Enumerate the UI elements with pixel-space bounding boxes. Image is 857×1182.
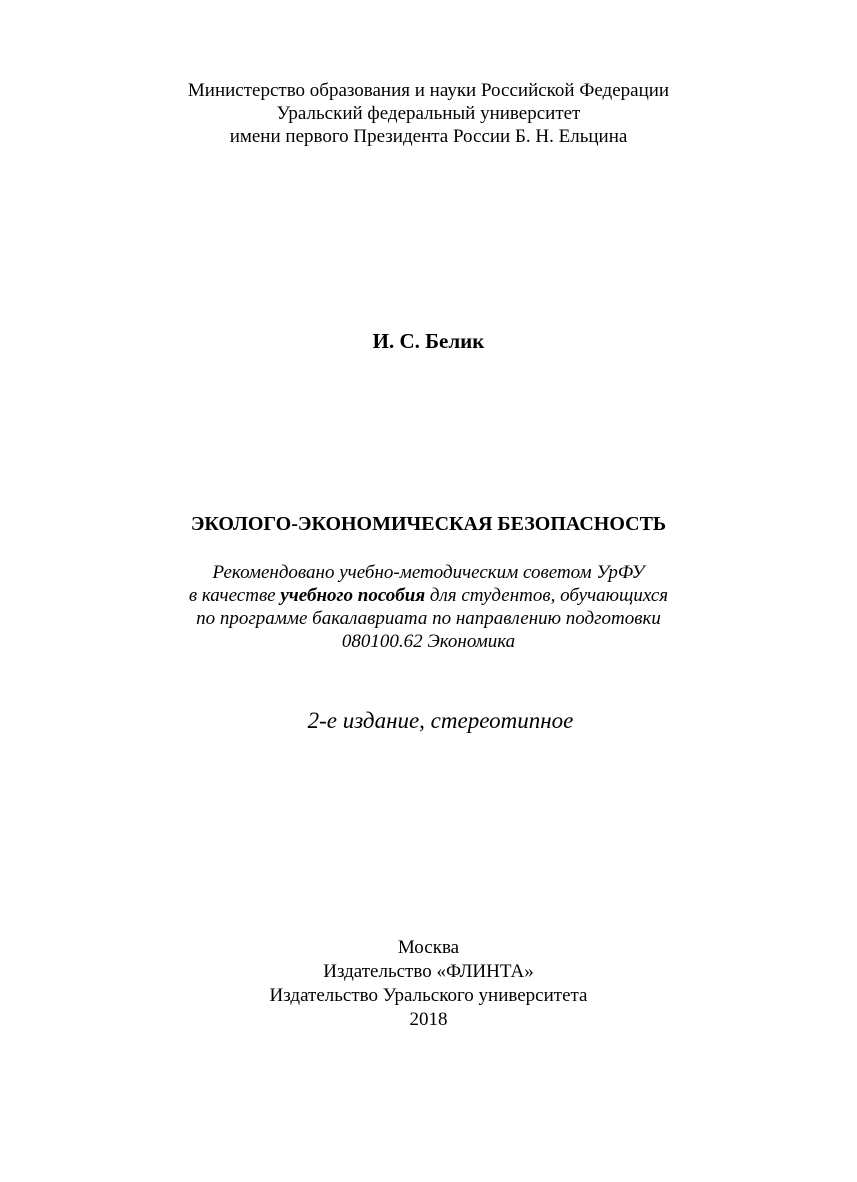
imprint-year: 2018	[409, 1009, 448, 1030]
imprint-city: Москва	[397, 937, 460, 958]
recommendation-line-2	[0, 584, 857, 607]
textbook-emphasis: учебного пособия	[280, 585, 426, 606]
author-name: И. С. Белик	[372, 329, 485, 353]
imprint-publisher-1: Издательство «ФЛИНТА»	[323, 961, 534, 982]
imprint	[0, 936, 857, 1032]
recommendation-line-3: по программе бакалавриата по направлению подготовки	[196, 608, 661, 629]
ministry-line: Министерство образования и науки Российской Федерации	[187, 80, 670, 101]
recommendation-line-1: Рекомендовано учебно-методическим советом УрФУ	[212, 562, 645, 583]
recommendation-line-4: 080100.62 Экономика	[341, 631, 516, 652]
edition-note: 2-е издание, стереотипное	[307, 708, 574, 733]
university-name-line: имени первого Президента России Б. Н. Ельцина	[229, 126, 628, 147]
recommendation-line-2-start: в качестве	[188, 585, 281, 606]
recommendation-line-2-end: для студентов, обучающихся	[425, 585, 669, 606]
imprint-publisher-2: Издательство Уральского университета	[269, 985, 588, 1006]
book-title: ЭКОЛОГО-ЭКОНОМИЧЕСКАЯ БЕЗОПАСНОСТЬ	[190, 513, 667, 535]
institution-header	[0, 79, 857, 148]
recommendation-note	[0, 561, 857, 653]
university-line: Уральский федеральный университет	[276, 103, 581, 124]
